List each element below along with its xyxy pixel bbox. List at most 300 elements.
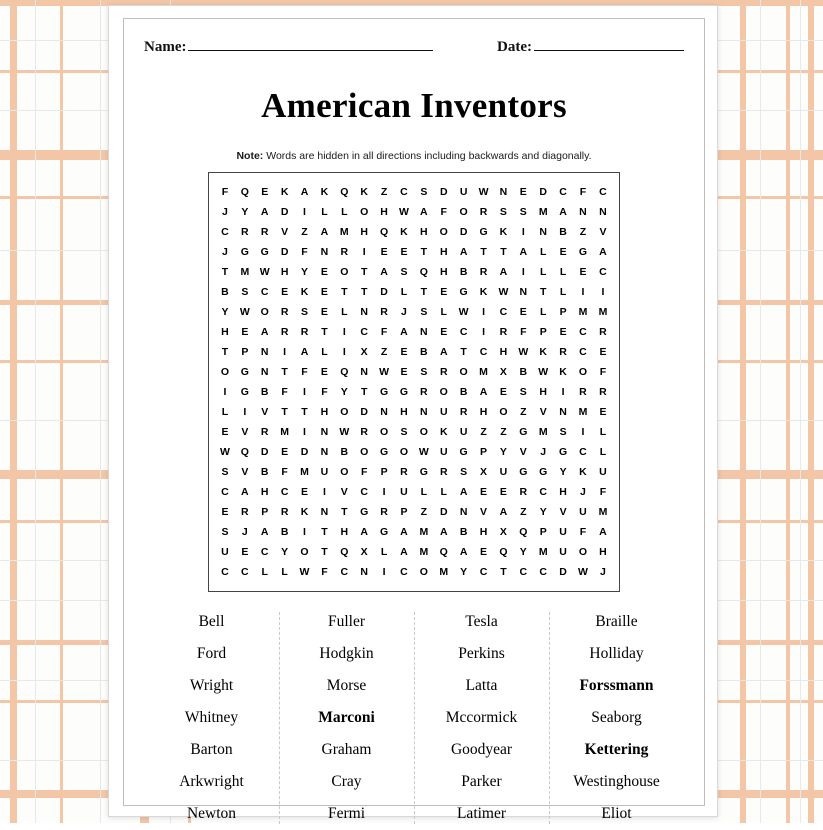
grid-cell[interactable]: R (599, 386, 607, 398)
grid-cell[interactable]: Y (460, 566, 468, 578)
grid-cell[interactable]: V (281, 226, 289, 238)
grid-cell[interactable]: M (419, 526, 429, 538)
grid-cell[interactable]: E (320, 286, 328, 298)
grid-cell[interactable]: F (579, 526, 587, 538)
grid-cell[interactable]: R (380, 506, 388, 518)
word-list-item[interactable]: Latimer (456, 805, 507, 822)
grid-cell[interactable]: W (578, 566, 588, 578)
grid-cell[interactable]: T (539, 286, 547, 298)
grid-cell[interactable]: E (281, 286, 289, 298)
grid-cell[interactable]: M (339, 226, 349, 238)
grid-cell[interactable]: W (399, 206, 409, 218)
word-list-item[interactable]: Perkins (458, 645, 505, 662)
grid-cell[interactable]: J (600, 566, 606, 578)
grid-cell[interactable]: A (320, 226, 329, 238)
grid-cell[interactable]: Y (301, 266, 309, 278)
grid-cell[interactable]: H (559, 486, 567, 498)
grid-cell[interactable]: C (400, 566, 408, 578)
grid-cell[interactable]: Y (559, 466, 567, 478)
grid-cell[interactable]: Z (420, 506, 428, 518)
grid-cell[interactable]: J (241, 526, 248, 538)
grid-cell[interactable]: G (419, 466, 428, 478)
grid-cell[interactable]: S (420, 366, 428, 378)
word-list-item[interactable]: Goodyear (450, 741, 513, 758)
grid-cell[interactable]: E (440, 286, 448, 298)
grid-cell[interactable]: L (539, 266, 547, 278)
grid-cell[interactable]: K (280, 186, 289, 198)
grid-cell[interactable]: E (519, 186, 527, 198)
grid-cell[interactable]: L (321, 346, 328, 358)
grid-cell[interactable]: P (559, 306, 567, 318)
grid-cell[interactable]: E (241, 546, 249, 558)
grid-cell[interactable]: J (401, 306, 407, 318)
grid-cell[interactable]: U (439, 406, 448, 418)
grid-cell[interactable]: I (581, 426, 585, 438)
grid-cell[interactable]: X (499, 526, 507, 538)
grid-cell[interactable]: L (559, 266, 567, 278)
grid-cell[interactable]: N (539, 226, 547, 238)
grid-cell[interactable]: W (518, 346, 529, 358)
grid-cell[interactable]: U (559, 546, 567, 558)
grid-cell[interactable]: K (479, 286, 488, 298)
word-list-item[interactable]: Wright (189, 677, 234, 694)
grid-cell[interactable]: G (379, 386, 389, 398)
grid-cell[interactable]: Q (240, 186, 249, 198)
grid-cell[interactable]: I (521, 226, 525, 238)
grid-cell[interactable]: I (482, 306, 485, 318)
grid-cell[interactable]: Q (340, 366, 349, 378)
grid-cell[interactable]: F (281, 466, 288, 478)
grid-cell[interactable]: O (419, 566, 428, 578)
grid-cell[interactable]: R (420, 386, 428, 398)
grid-cell[interactable]: D (260, 446, 269, 458)
grid-cell[interactable]: E (480, 546, 488, 558)
grid-cell[interactable]: R (579, 386, 587, 398)
grid-cell[interactable]: A (499, 266, 508, 278)
grid-cell[interactable]: Z (380, 346, 388, 358)
grid-cell[interactable]: C (340, 566, 349, 578)
grid-cell[interactable]: V (261, 406, 269, 418)
grid-cell[interactable]: F (599, 366, 607, 378)
grid-cell[interactable]: A (400, 326, 408, 338)
grid-cell[interactable]: C (459, 326, 468, 338)
grid-cell[interactable]: L (261, 566, 268, 578)
grid-cell[interactable]: I (601, 286, 605, 298)
grid-cell[interactable]: Y (340, 386, 348, 398)
grid-cell[interactable]: M (598, 306, 608, 318)
word-list-item[interactable]: Parker (461, 773, 502, 790)
grid-cell[interactable]: C (280, 486, 289, 498)
grid-cell[interactable]: L (400, 286, 408, 298)
grid-cell[interactable]: T (281, 406, 288, 418)
grid-cell[interactable]: E (599, 406, 607, 418)
word-list-item[interactable]: Seaborg (591, 709, 642, 726)
grid-cell[interactable]: Z (380, 186, 388, 198)
grid-cell[interactable]: W (219, 446, 230, 458)
grid-cell[interactable]: R (241, 506, 249, 518)
grid-cell[interactable]: I (382, 486, 386, 498)
grid-cell[interactable]: V (539, 406, 547, 418)
grid-cell[interactable]: W (538, 366, 549, 378)
grid-cell[interactable]: C (241, 566, 249, 578)
grid-cell[interactable]: G (399, 386, 409, 398)
grid-cell[interactable]: M (538, 206, 548, 218)
grid-cell[interactable]: G (240, 246, 249, 258)
grid-cell[interactable]: F (599, 486, 607, 498)
grid-cell[interactable]: V (241, 426, 249, 438)
grid-cell[interactable]: V (559, 506, 567, 518)
grid-cell[interactable]: K (360, 186, 368, 198)
grid-cell[interactable]: B (260, 466, 269, 478)
word-list-item[interactable]: Fermi (327, 805, 366, 822)
grid-cell[interactable]: A (459, 546, 468, 558)
grid-cell[interactable]: U (499, 466, 508, 478)
grid-cell[interactable]: W (339, 426, 350, 438)
grid-cell[interactable]: I (303, 386, 306, 398)
grid-cell[interactable]: N (360, 306, 368, 318)
grid-cell[interactable]: E (559, 246, 567, 258)
grid-cell[interactable]: I (581, 286, 585, 298)
grid-cell[interactable]: W (239, 306, 250, 318)
grid-cell[interactable]: W (458, 306, 469, 318)
grid-cell[interactable]: E (499, 386, 507, 398)
grid-cell[interactable]: A (300, 346, 309, 358)
grid-cell[interactable]: A (260, 326, 269, 338)
word-list-item[interactable]: Westinghouse (573, 773, 660, 790)
grid-cell[interactable]: L (281, 566, 288, 578)
grid-cell[interactable]: S (221, 526, 229, 538)
grid-cell[interactable]: P (400, 506, 408, 518)
grid-cell[interactable]: Z (520, 506, 527, 518)
word-list-item[interactable]: Mccormick (445, 709, 518, 726)
grid-cell[interactable]: M (598, 506, 608, 518)
grid-cell[interactable]: C (499, 306, 508, 318)
grid-cell[interactable]: T (500, 566, 507, 578)
grid-cell[interactable]: M (479, 366, 488, 378)
grid-cell[interactable]: F (321, 386, 328, 398)
grid-cell[interactable]: Q (519, 526, 528, 538)
grid-cell[interactable]: G (240, 386, 249, 398)
grid-cell[interactable]: E (559, 326, 567, 338)
grid-cell[interactable]: O (459, 366, 468, 378)
grid-cell[interactable]: O (578, 366, 588, 378)
grid-cell[interactable]: Q (340, 186, 349, 198)
grid-cell[interactable]: L (559, 286, 567, 298)
grid-cell[interactable]: A (420, 206, 428, 218)
grid-cell[interactable]: S (400, 426, 408, 438)
grid-cell[interactable]: K (300, 506, 309, 518)
grid-cell[interactable]: Y (499, 446, 507, 458)
grid-cell[interactable]: J (222, 206, 228, 218)
grid-cell[interactable]: G (260, 246, 269, 258)
grid-cell[interactable]: I (342, 346, 346, 358)
grid-cell[interactable]: R (280, 506, 289, 518)
grid-cell[interactable]: I (362, 246, 366, 258)
grid-cell[interactable]: R (459, 406, 468, 418)
grid-cell[interactable]: C (260, 546, 269, 558)
grid-cell[interactable]: M (578, 306, 588, 318)
grid-cell[interactable]: T (221, 266, 229, 278)
grid-cell[interactable]: H (380, 206, 388, 218)
grid-cell[interactable]: N (320, 246, 329, 258)
grid-cell[interactable]: A (260, 526, 269, 538)
grid-cell[interactable]: A (479, 386, 488, 398)
grid-cell[interactable]: C (579, 326, 587, 338)
word-list-item[interactable]: Eliot (601, 805, 632, 822)
grid-cell[interactable]: T (321, 526, 328, 538)
grid-cell[interactable]: F (281, 386, 288, 398)
grid-cell[interactable]: G (479, 226, 488, 238)
word-list-item[interactable]: Bell (198, 613, 225, 630)
grid-cell[interactable]: T (341, 286, 348, 298)
grid-cell[interactable]: L (420, 486, 428, 498)
grid-cell[interactable]: K (559, 366, 567, 378)
grid-cell[interactable]: C (599, 266, 607, 278)
grid-cell[interactable]: Z (480, 426, 487, 438)
grid-cell[interactable]: O (399, 446, 409, 458)
grid-cell[interactable]: I (243, 406, 247, 418)
grid-cell[interactable]: Q (240, 446, 249, 458)
grid-cell[interactable]: H (320, 406, 329, 418)
grid-cell[interactable]: N (320, 426, 329, 438)
grid-cell[interactable]: P (261, 506, 269, 518)
grid-cell[interactable]: A (459, 246, 468, 258)
grid-cell[interactable]: R (400, 466, 408, 478)
grid-cell[interactable]: P (480, 446, 488, 458)
grid-cell[interactable]: F (301, 246, 308, 258)
grid-cell[interactable]: H (479, 406, 488, 418)
grid-cell[interactable]: M (240, 266, 250, 278)
grid-cell[interactable]: K (579, 466, 587, 478)
word-list-item[interactable]: Barton (190, 741, 233, 758)
word-list-item[interactable]: Arkwright (179, 773, 244, 790)
grid-cell[interactable]: H (539, 386, 547, 398)
grid-cell[interactable]: T (360, 386, 368, 398)
grid-cell[interactable]: B (459, 266, 468, 278)
word-list-item[interactable]: Newton (186, 805, 237, 822)
grid-cell[interactable]: C (260, 286, 269, 298)
grid-cell[interactable]: Q (379, 226, 389, 238)
grid-cell[interactable]: Z (579, 226, 587, 238)
grid-cell[interactable]: U (459, 426, 468, 438)
grid-cell[interactable]: V (480, 506, 488, 518)
grid-cell[interactable]: S (519, 386, 527, 398)
grid-cell[interactable]: N (599, 206, 607, 218)
grid-cell[interactable]: L (539, 246, 547, 258)
grid-cell[interactable]: C (360, 326, 368, 338)
grid-cell[interactable]: C (579, 446, 587, 458)
grid-cell[interactable]: C (221, 566, 229, 578)
grid-cell[interactable]: S (559, 426, 567, 438)
grid-cell[interactable]: D (459, 226, 468, 238)
grid-cell[interactable]: C (539, 486, 547, 498)
grid-cell[interactable]: J (540, 446, 547, 458)
grid-cell[interactable]: E (519, 306, 527, 318)
grid-cell[interactable]: O (300, 546, 309, 558)
grid-cell[interactable]: B (340, 446, 349, 458)
grid-cell[interactable]: N (420, 326, 428, 338)
grid-cell[interactable]: N (459, 506, 468, 518)
grid-cell[interactable]: N (559, 406, 567, 418)
grid-cell[interactable]: D (380, 286, 388, 298)
word-list-item[interactable]: Fuller (327, 613, 366, 630)
grid-cell[interactable]: F (440, 206, 447, 218)
grid-cell[interactable]: B (260, 386, 269, 398)
grid-cell[interactable]: N (499, 186, 508, 198)
grid-cell[interactable]: Y (519, 546, 527, 558)
word-list-item[interactable]: Graham (321, 741, 372, 758)
grid-cell[interactable]: T (360, 266, 368, 278)
grid-cell[interactable]: I (382, 566, 386, 578)
word-list-item[interactable]: Forssmann (579, 677, 654, 694)
grid-cell[interactable]: T (460, 346, 467, 358)
grid-cell[interactable]: H (400, 406, 408, 418)
grid-cell[interactable]: E (599, 346, 607, 358)
grid-cell[interactable]: Q (340, 546, 349, 558)
grid-cell[interactable]: C (559, 186, 567, 198)
grid-cell[interactable]: A (459, 486, 468, 498)
grid-cell[interactable]: I (342, 326, 346, 338)
grid-cell[interactable]: Y (221, 306, 229, 318)
grid-cell[interactable]: A (360, 526, 368, 538)
grid-cell[interactable]: R (559, 346, 567, 358)
grid-cell[interactable]: W (379, 366, 390, 378)
grid-cell[interactable]: L (380, 546, 388, 558)
grid-cell[interactable]: C (221, 226, 229, 238)
grid-cell[interactable]: M (300, 466, 309, 478)
word-list-item[interactable]: Ford (196, 645, 227, 662)
grid-cell[interactable]: E (400, 346, 408, 358)
grid-cell[interactable]: G (578, 246, 588, 258)
word-search-grid[interactable] (208, 172, 620, 592)
grid-cell[interactable]: L (539, 306, 547, 318)
grid-cell[interactable]: E (320, 306, 328, 318)
grid-cell[interactable]: P (539, 526, 547, 538)
grid-cell[interactable]: E (320, 266, 328, 278)
grid-cell[interactable]: C (360, 486, 368, 498)
grid-cell[interactable]: P (380, 466, 388, 478)
grid-cell[interactable]: D (439, 186, 448, 198)
grid-cell[interactable]: D (559, 566, 567, 578)
grid-cell[interactable]: H (260, 486, 269, 498)
grid-cell[interactable]: R (340, 246, 349, 258)
grid-cell[interactable]: D (439, 506, 448, 518)
grid-cell[interactable]: T (321, 546, 328, 558)
grid-cell[interactable]: I (303, 426, 306, 438)
grid-cell[interactable]: R (479, 206, 488, 218)
grid-cell[interactable]: O (499, 406, 508, 418)
grid-cell[interactable]: I (482, 326, 485, 338)
grid-cell[interactable]: N (360, 366, 368, 378)
grid-cell[interactable]: E (241, 326, 249, 338)
grid-cell[interactable]: U (439, 446, 448, 458)
grid-cell[interactable]: E (281, 446, 289, 458)
grid-cell[interactable]: R (519, 486, 528, 498)
grid-cell[interactable]: H (439, 266, 448, 278)
grid-cell[interactable]: V (241, 466, 249, 478)
grid-cell[interactable]: F (301, 366, 308, 378)
grid-cell[interactable]: T (480, 246, 487, 258)
grid-cell[interactable]: D (280, 246, 289, 258)
grid-cell[interactable]: R (439, 466, 448, 478)
grid-cell[interactable]: C (479, 346, 488, 358)
grid-cell[interactable]: H (340, 526, 349, 538)
grid-cell[interactable]: R (300, 326, 309, 338)
grid-cell[interactable]: O (419, 426, 428, 438)
grid-cell[interactable]: E (301, 486, 309, 498)
grid-cell[interactable]: H (420, 226, 428, 238)
grid-cell[interactable]: M (280, 426, 289, 438)
grid-cell[interactable]: I (561, 386, 565, 398)
grid-cell[interactable]: I (303, 206, 306, 218)
grid-cell[interactable]: G (379, 446, 389, 458)
grid-cell[interactable]: G (459, 286, 468, 298)
grid-cell[interactable]: L (321, 206, 328, 218)
grid-cell[interactable]: N (380, 406, 388, 418)
grid-cell[interactable]: U (400, 486, 408, 498)
word-list-item[interactable]: Tesla (465, 613, 498, 630)
grid-cell[interactable]: F (579, 186, 587, 198)
grid-cell[interactable]: O (360, 446, 369, 458)
grid-cell[interactable]: A (400, 526, 408, 538)
grid-cell[interactable]: D (360, 406, 368, 418)
grid-cell[interactable]: E (380, 246, 388, 258)
grid-cell[interactable]: E (579, 266, 587, 278)
grid-cell[interactable]: N (260, 366, 269, 378)
grid-cell[interactable]: H (360, 226, 368, 238)
grid-cell[interactable]: A (300, 186, 309, 198)
word-list-item[interactable]: Morse (326, 677, 367, 694)
grid-cell[interactable]: P (241, 346, 249, 358)
grid-cell[interactable]: F (221, 186, 229, 198)
grid-cell[interactable]: C (519, 566, 528, 578)
grid-cell[interactable]: K (499, 226, 508, 238)
grid-cell[interactable]: S (519, 206, 527, 218)
grid-cell[interactable]: X (480, 466, 488, 478)
grid-cell[interactable]: N (260, 346, 269, 358)
grid-cell[interactable]: K (300, 286, 309, 298)
grid-cell[interactable]: R (241, 226, 249, 238)
grid-cell[interactable]: C (221, 486, 229, 498)
grid-cell[interactable]: H (479, 526, 488, 538)
grid-cell[interactable]: O (379, 426, 389, 438)
grid-cell[interactable]: T (321, 326, 328, 338)
grid-cell[interactable]: X (499, 366, 507, 378)
grid-cell[interactable]: S (420, 186, 428, 198)
grid-cell[interactable]: R (479, 266, 488, 278)
grid-cell[interactable]: S (241, 286, 249, 298)
grid-cell[interactable]: K (320, 186, 329, 198)
grid-cell[interactable]: L (599, 446, 607, 458)
grid-cell[interactable]: A (439, 346, 448, 358)
grid-cell[interactable]: M (439, 566, 449, 578)
grid-cell[interactable]: A (519, 246, 528, 258)
grid-cell[interactable]: O (439, 386, 448, 398)
grid-cell[interactable]: A (599, 246, 607, 258)
grid-cell[interactable]: V (519, 446, 527, 458)
grid-cell[interactable]: B (559, 226, 567, 238)
grid-cell[interactable]: A (380, 266, 388, 278)
grid-cell[interactable]: G (559, 446, 568, 458)
grid-cell[interactable]: N (420, 406, 428, 418)
grid-cell[interactable]: B (459, 526, 468, 538)
grid-cell[interactable]: X (360, 546, 368, 558)
grid-cell[interactable]: K (400, 226, 408, 238)
date-input-line[interactable] (534, 50, 684, 51)
grid-cell[interactable]: W (299, 566, 310, 578)
grid-cell[interactable]: R (439, 366, 448, 378)
grid-cell[interactable]: H (499, 346, 508, 358)
